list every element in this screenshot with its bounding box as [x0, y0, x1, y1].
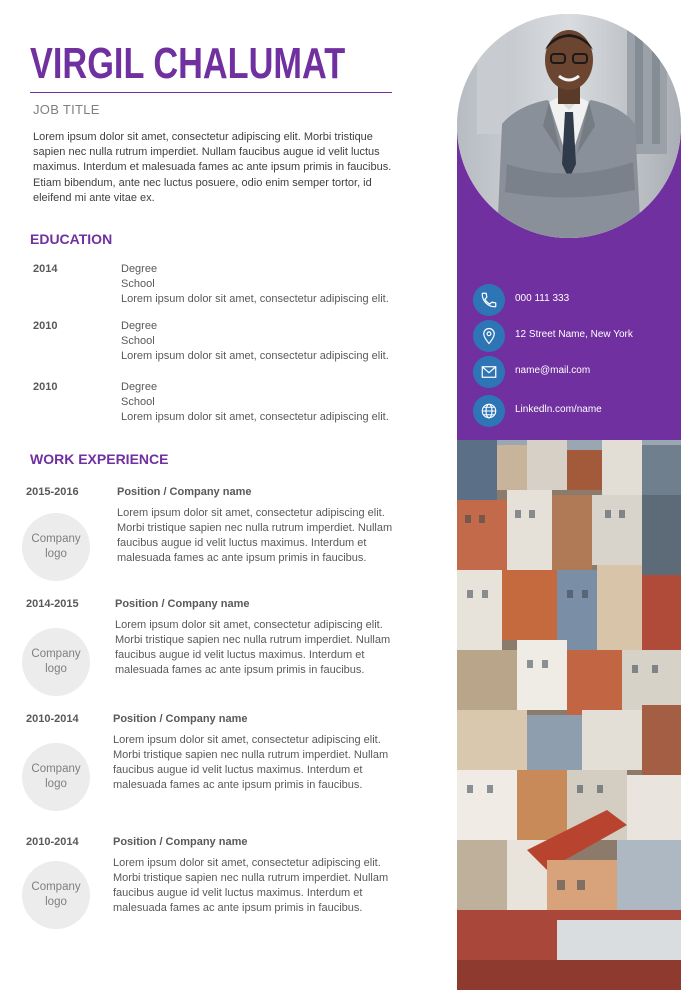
contact-address [473, 320, 673, 352]
candidate-name: VIRGIL CHALUMAT [30, 39, 346, 88]
work-item [22, 486, 402, 586]
education-school: School [121, 335, 155, 347]
education-heading: EDUCATION [30, 231, 113, 247]
contact-linkedin [473, 395, 673, 427]
location-pin-icon [473, 320, 505, 352]
work-years: 2010-2014 [26, 836, 79, 848]
contact-email [473, 356, 673, 388]
work-description: Lorem ipsum dolor sit amet, consectetur adipiscing elit. Morbi tristique sapien nec nulla rutrum imperdiet. Nullam faucibus augue id velit luctus maximus. Interdum et malesuada fames ac ante ipsum primis in faucibus. [115, 619, 391, 676]
company-logo: Company logo [22, 743, 90, 811]
name-underline [30, 92, 392, 93]
email-address: name@mail.com [515, 365, 591, 376]
profile-photo [457, 14, 681, 238]
work-years: 2015-2016 [26, 486, 79, 498]
education-degree: Degree [121, 263, 158, 275]
education-description: Lorem ipsum dolor sit amet, consectetur adipiscing elit. [121, 411, 389, 423]
education-year: 2014 [33, 263, 58, 275]
education-school: School [121, 278, 155, 290]
company-logo: Company logo [22, 861, 90, 929]
phone-number: 000 111 333 [515, 293, 570, 304]
education-degree: Degree [121, 381, 158, 393]
city-rooftops-image [457, 440, 681, 990]
education-details [121, 262, 421, 307]
envelope-icon [473, 356, 505, 388]
work-position: Position / Company name [113, 836, 248, 848]
phone-icon [473, 284, 505, 316]
work-item [22, 598, 402, 698]
contact-phone [473, 284, 673, 316]
work-position: Position / Company name [113, 713, 248, 725]
sidebar [457, 14, 681, 990]
profile-summary: Lorem ipsum dolor sit amet, consectetur adipiscing elit. Morbi tristique sapien nec nulla rutrum imperdiet. Nullam faucibus augue id velit luctus maximus. Interdum et malesuada fames ac ante ipsum primis in faucibus. Etiam bibendum, ante nec luctus posuere, odio enim semper tortor, id eleifend mi ante vitae ex. [33, 131, 392, 204]
work-description: Lorem ipsum dolor sit amet, consectetur adipiscing elit. Morbi tristique sapien nec nulla rutrum imperdiet. Nullam faucibus augue id velit luctus maximus. Interdum et malesuada fames ac ante ipsum primis in faucibus. [113, 734, 389, 791]
work-years: 2010-2014 [26, 713, 79, 725]
work-item [22, 836, 402, 936]
street-address: 12 Street Name, New York [515, 329, 633, 340]
company-logo: Company logo [22, 628, 90, 696]
education-details [121, 380, 421, 425]
globe-icon [473, 395, 505, 427]
work-position: Position / Company name [117, 486, 252, 498]
work-description: Lorem ipsum dolor sit amet, consectetur adipiscing elit. Morbi tristique sapien nec nulla rutrum imperdiet. Nullam faucibus augue id velit luctus maximus. Interdum et malesuada fames ac ante ipsum primis in faucibus. [117, 507, 393, 564]
education-school: School [121, 396, 155, 408]
education-details [121, 319, 421, 364]
work-item [22, 713, 402, 813]
education-degree: Degree [121, 320, 158, 332]
education-description: Lorem ipsum dolor sit amet, consectetur adipiscing elit. [121, 293, 389, 305]
linkedin-url: Linkedln.com/name [515, 404, 602, 415]
company-logo: Company logo [22, 513, 90, 581]
work-experience-heading: WORK EXPERIENCE [30, 451, 169, 467]
work-position: Position / Company name [115, 598, 250, 610]
education-description: Lorem ipsum dolor sit amet, consectetur adipiscing elit. [121, 350, 389, 362]
education-year: 2010 [33, 320, 58, 332]
education-year: 2010 [33, 381, 58, 393]
job-title: JOB TITLE [33, 102, 100, 117]
work-years: 2014-2015 [26, 598, 79, 610]
work-description: Lorem ipsum dolor sit amet, consectetur adipiscing elit. Morbi tristique sapien nec nulla rutrum imperdiet. Nullam faucibus augue id velit luctus maximus. Interdum et malesuada fames ac ante ipsum primis in faucibus. [113, 857, 389, 914]
